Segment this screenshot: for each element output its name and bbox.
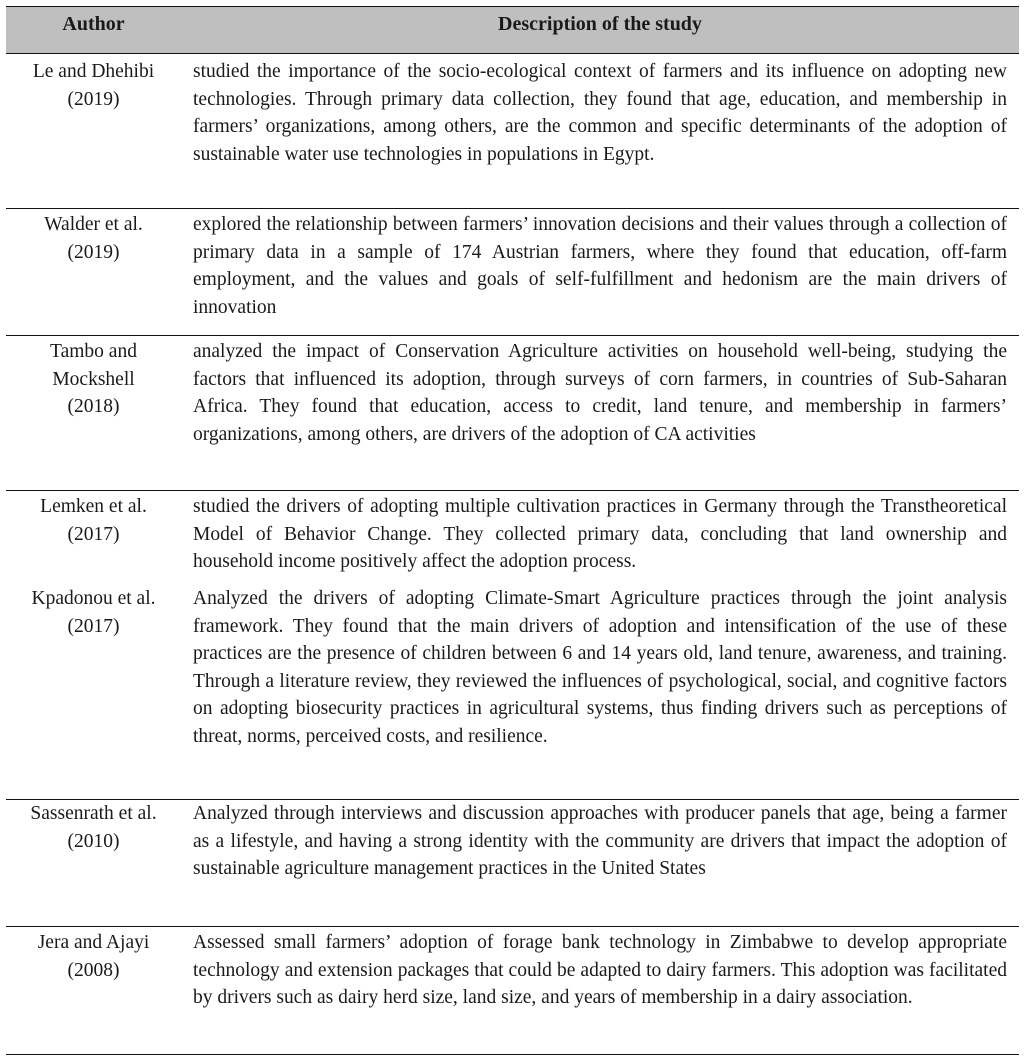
- author-cell: Sassenrath et al. (2010): [30, 803, 157, 852]
- description-cell: explored the relationship between farmers’ innovation decisions and their values through a collection of primary data in a sample of 174 Austrian farmers, where they found that education, off-farm employment, and the values and goals of self-fulfillment and hedonism are the main drivers of innovation: [193, 214, 1007, 318]
- description-cell: Analyzed through interviews and discussion approaches with producer panels that age, being a farmer as a lifestyle, and having a strong identity with the community are drivers that impact the adoption of sustainable agriculture management practices in the United States: [193, 803, 1007, 880]
- table-row: [6, 800, 1019, 927]
- table-row: [6, 585, 1019, 800]
- header-description: Description of the study: [498, 13, 702, 35]
- table-row: [6, 491, 1019, 585]
- description-cell: studied the importance of the socio-ecological context of farmers and its influence on adopting new technologies. Through primary data collection, they found that age, education, and membership in farmers’ organizations, among others, are the common and specific determinants of the adoption of sustainable water use technologies in populations in Egypt.: [193, 61, 1007, 165]
- author-cell: Le and Dhehibi (2019): [32, 61, 155, 110]
- table-row: [6, 209, 1019, 336]
- description-cell: studied the drivers of adopting multiple cultivation practices in Germany through the Transtheoretical Model of Behavior Change. They collected primary data, concluding that land ownership and household income positively affect the adoption process.: [193, 496, 1007, 573]
- author-cell: Walder et al. (2019): [44, 214, 143, 263]
- author-cell: Lemken et al. (2017): [40, 496, 147, 545]
- author-cell: Jera and Ajayi (2008): [37, 932, 150, 981]
- author-cell: Kpadonou et al. (2017): [31, 588, 156, 637]
- header-author: Author: [62, 13, 125, 35]
- description-cell: Assessed small farmers’ adoption of forage bank technology in Zimbabwe to develop appropriate technology and extension packages that could be adapted to dairy farmers. This adoption was facilitated by drivers such as dairy herd size, land size, and years of membership in a dairy association.: [193, 932, 1007, 1009]
- table-row: [6, 54, 1019, 209]
- author-cell: Tambo and Mockshell (2018): [50, 341, 137, 418]
- table-row: [6, 927, 1019, 1055]
- description-cell: Analyzed the drivers of adopting Climate-Smart Agriculture practices through the joint analysis framework. They found that the main drivers of adoption and intensification of the use of these practices are the presence of children between 6 and 14 years old, land tenure, awareness, and training. Through a literature review, they reviewed the influences of psychological, social, and cognitive factors on adopting biosecurity practices in agricultural systems, thus finding drivers such as perceptions of threat, norms, perceived costs, and resilience.: [193, 588, 1007, 747]
- literature-table: [6, 6, 1019, 1055]
- table-row: [6, 336, 1019, 491]
- table-header: [6, 6, 1019, 54]
- description-cell: analyzed the impact of Conservation Agriculture activities on household well-being, studying the factors that influenced its adoption, through surveys of corn farmers, in countries of Sub-Saharan Africa. They found that education, access to credit, land tenure, and membership in farmers’ organizations, among others, are drivers of the adoption of CA activities: [193, 341, 1007, 445]
